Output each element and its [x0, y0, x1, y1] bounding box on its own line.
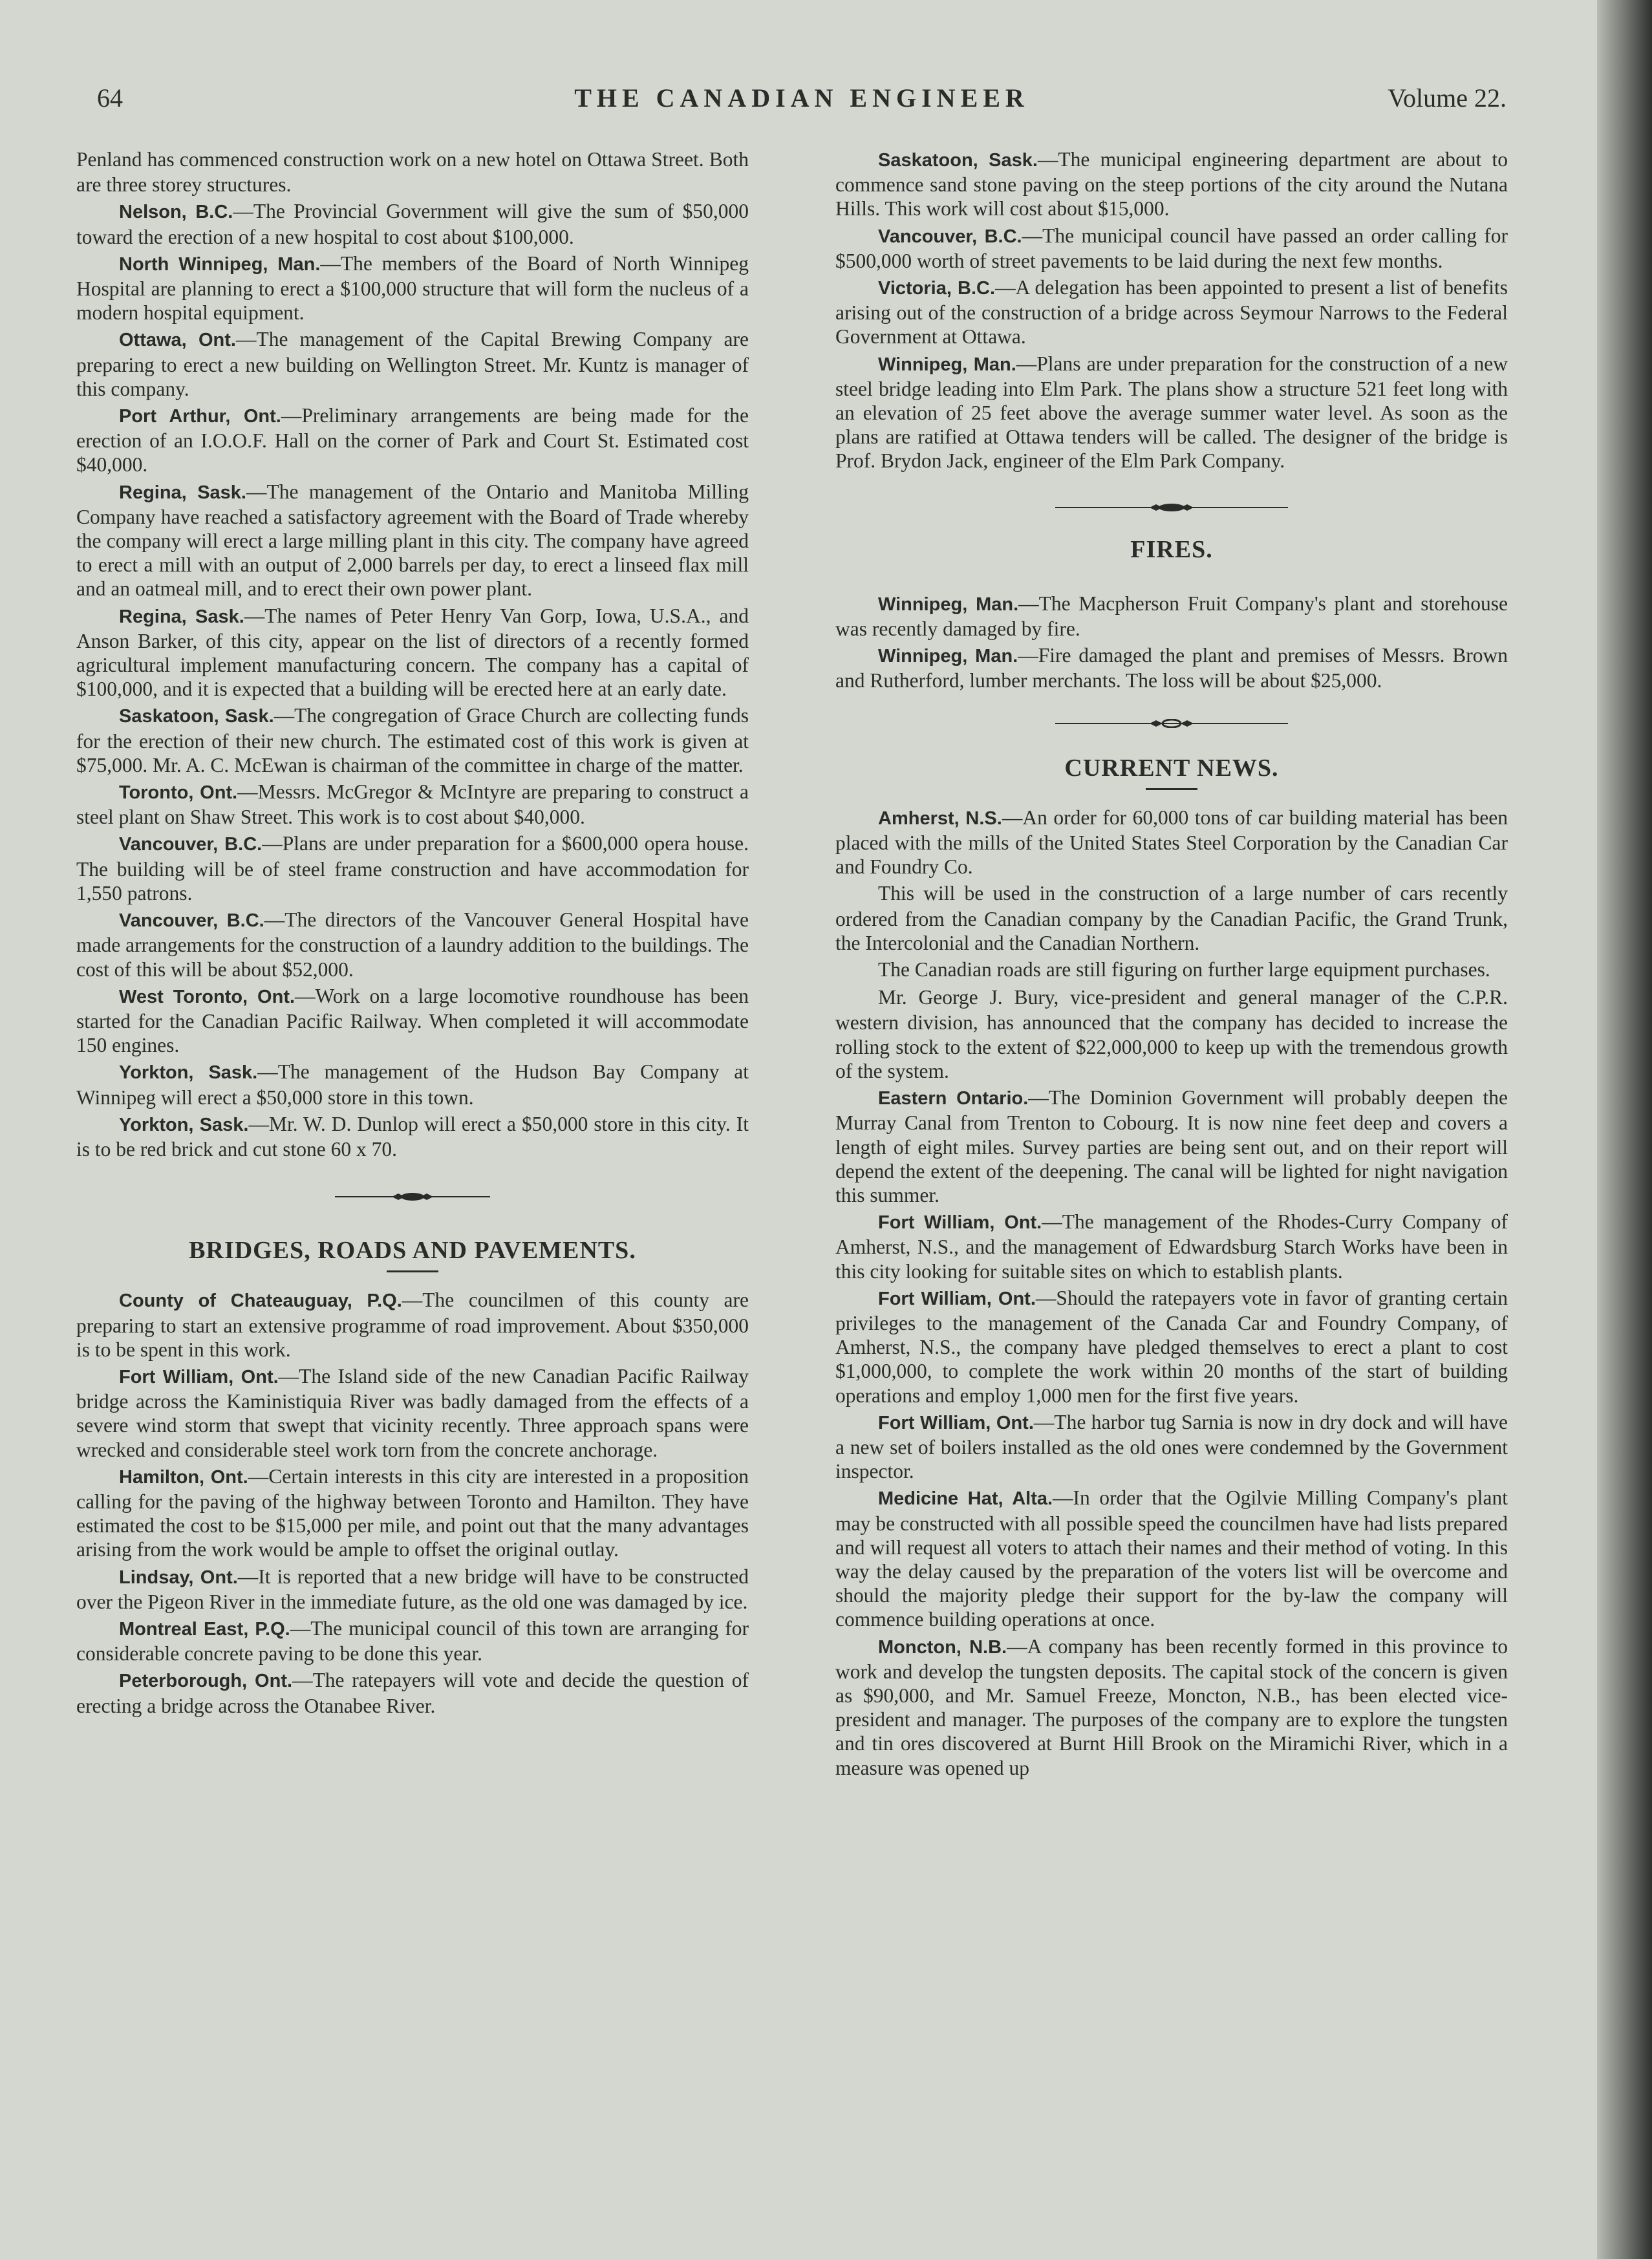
news-item: Mr. George J. Bury, vice-president and general manager of the C.P.R. western division, has announced that the company has decided to increase the rolling stock to the extent of $22,000,000 to keep up with the tremendous growth of the system.: [835, 986, 1508, 1082]
news-item: Fort William, Ont.—The management of the Rhodes-Curry Company of Amherst, N.S., and the management of Edwardsburg Starch Works have been in this city looking for suitable sites on which to establish plants.: [835, 1210, 1508, 1283]
ornament-divider: [1055, 719, 1288, 728]
news-item: Winnipeg, Man.—Plans are under preparation for the construction of a new steel bridge leading into Elm Park. The plans show a structure 521 feet long with an elevation of 25 feet above the average summer water level. As soon as the plans are ratified at Ottawa tenders will be called. The designer of the bridge is Prof. Brydon Jack, engineer of the Elm Park Company.: [835, 352, 1508, 473]
news-item: County of Chateauguay, P.Q.—The councilmen of this county are preparing to start an extensive programme of road improvement. About $350,000 is to be spent in this work.: [76, 1289, 749, 1361]
news-item: Lindsay, Ont.—It is reported that a new bridge will have to be constructed over the Pigeon River in the immediate future, as the old one was damaged by ice.: [76, 1565, 749, 1613]
news-item: Amherst, N.S.—An order for 60,000 tons of car building material has been placed with the mills of the United States Steel Corporation by the Canadian Car and Foundry Co.: [835, 806, 1508, 879]
news-item: Hamilton, Ont.—Certain interests in this city are interested in a proposition calling for the paving of the highway between Toronto and Hamilton. They have estimated the cost to be $15,000 per mile, and point out that the many advantages arising from the work would be ample to offset the original outlay.: [76, 1464, 749, 1561]
section-heading-bridges: BRIDGES, ROADS AND PAVEMENTS.: [189, 1237, 636, 1265]
news-item: Saskatoon, Sask.—The municipal engineering department are about to commence sand stone paving on the steep portions of the city around the Nutana Hills. This work will cost about $15,000.: [835, 148, 1508, 220]
ornament-divider: [1055, 503, 1288, 512]
news-item: Winnipeg, Man.—Fire damaged the plant and premises of Messrs. Brown and Rutherford, lumber merchants. The loss will be about $25,000.: [835, 644, 1508, 692]
news-item: Eastern Ontario.—The Dominion Government will probably deepen the Murray Canal from Trenton to Cobourg. It is now nine feet deep and covers a length of eight miles. Survey parties are being sent out, and on their report will depend the extent of the deepening. The canal will be lighted for night navigation this summer.: [835, 1086, 1508, 1206]
news-item: Penland has commenced construction work on a new hotel on Ottawa Street. Both are three storey structures.: [76, 148, 749, 197]
section-heading-fires: FIRES.: [1130, 535, 1213, 563]
news-item: This will be used in the construction of a large number of cars recently ordered from the Canadian company by the Canadian Pacific, the Grand Trunk, the Intercolonial and the Canadian Northern.: [835, 882, 1508, 954]
book-spine-shadow: [1597, 0, 1652, 2259]
news-item: Vancouver, B.C.—The directors of the Vancouver General Hospital have made arrangements for the construction of a laundry addition to the buildings. The cost of this will be about $52,000.: [76, 908, 749, 981]
news-item: Ottawa, Ont.—The management of the Capital Brewing Company are preparing to erect a new building on Wellington Street. Mr. Kuntz is manager of this company.: [76, 328, 749, 400]
news-item: Regina, Sask.—The names of Peter Henry Van Gorp, Iowa, U.S.A., and Anson Barker, of this city, appear on the list of directors of a recently formed agricultural implement manufacturing concern. The company has a capital of $100,000, and it is expected that a building will be erected here at an early date.: [76, 604, 749, 701]
news-item: Victoria, B.C.—A delegation has been appointed to present a list of benefits arising out of the construction of a bridge across Seymour Narrows to the Federal Government at Ottawa.: [835, 276, 1508, 348]
news-item: Regina, Sask.—The management of the Ontario and Manitoba Milling Company have reached a satisfactory agreement with the Board of Trade whereby the company will erect a large milling plant in this city. The company have agreed to erect a mill with an output of 2,000 barrels per day, to erect a linseed flax mill and an oatmeal mill, and to erect their own power plant.: [76, 480, 749, 601]
news-item: Vancouver, B.C.—The municipal council have passed an order calling for $500,000 worth of street pavements to be laid during the next few months.: [835, 224, 1508, 272]
ornament-divider: [335, 1192, 490, 1201]
news-item: Medicine Hat, Alta.—In order that the Ogilvie Milling Company's plant may be constructed with all possible speed the councilmen have had lists prepared and will request all voters to attach their names and their method of voting. In this way the delay caused by the preparation of the voters list will be overcome and should the majority pledge their support for the by-law the company will commence building operations at once.: [835, 1486, 1508, 1631]
right-column: [835, 147, 1508, 1783]
news-item: Saskatoon, Sask.—The congregation of Grace Church are collecting funds for the erection of their new church. The estimated cost of this work is given at $75,000. Mr. A. C. McEwan is chairman of the committee in charge of the matter.: [76, 704, 749, 776]
news-item: The Canadian roads are still figuring on further large equipment purchases.: [878, 958, 1490, 981]
heading-rule: [1146, 788, 1197, 790]
news-item: Port Arthur, Ont.—Preliminary arrangements are being made for the erection of an I.O.O.F. Hall on the corner of Park and Court St. Estimated cost $40,000.: [76, 404, 749, 476]
news-item: Moncton, N.B.—A company has been recently formed in this province to work and develop the tungsten deposits. The capital stock of the concern is given as $90,000, and Mr. Samuel Freeze, Moncton, N.B., has been elected vice-president and manager. The purposes of the company are to explore the tungsten and tin ores discovered at Burnt Hill Brook on the Miramichi River, which in a measure was opened up: [835, 1634, 1508, 1779]
news-item: Nelson, B.C.—The Provincial Government will give the sum of $50,000 toward the erection of a new hospital to cost about $100,000.: [76, 200, 749, 248]
news-item: Yorkton, Sask.—The management of the Hudson Bay Company at Winnipeg will erect a $50,000 store in this town.: [76, 1060, 749, 1109]
news-item: Fort William, Ont.—Should the ratepayers vote in favor of granting certain privileges to the management of the Canada Car and Foundry Company, of Amherst, N.S., the company have pledged themselves to erect a plant to cost $1,000,000, to complete the work within 20 months of the start of building operations and employ 1,000 men for the first five years.: [835, 1286, 1508, 1407]
news-item: Vancouver, B.C.—Plans are under preparation for a $600,000 opera house. The building will be of steel frame construction and have accommodation for 1,550 patrons.: [76, 832, 749, 905]
heading-rule: [387, 1270, 438, 1272]
section-heading-current-news: CURRENT NEWS.: [1064, 754, 1279, 782]
news-item: Fort William, Ont.—The harbor tug Sarnia is now in dry dock and will have a new set of boilers installed as the old ones were condemned by the Government inspector.: [835, 1410, 1508, 1483]
news-item: West Toronto, Ont.—Work on a large locomotive roundhouse has been started for the Canadian Pacific Railway. When completed it will accommodate 150 engines.: [76, 984, 749, 1057]
left-column: [76, 147, 749, 1720]
news-item: Toronto, Ont.—Messrs. McGregor & McIntyre are preparing to construct a steel plant on Shaw Street. This work is to cost about $40,000.: [76, 780, 749, 829]
page-number: 64: [97, 83, 123, 112]
news-item: Peterborough, Ont.—The ratepayers will vote and decide the question of erecting a bridge across the Otanabee River.: [76, 1669, 749, 1717]
news-item: Yorkton, Sask.—Mr. W. D. Dunlop will erect a $50,000 store in this city. It is to be red brick and cut stone 60 x 70.: [76, 1112, 749, 1161]
news-item: Fort William, Ont.—The Island side of the new Canadian Pacific Railway bridge across the Kaministiquia River was badly damaged from the effects of a severe wind storm that swept that vicinity recently. Three approach spans were wrecked and considerable steel work torn from the concrete anchorage.: [76, 1364, 749, 1461]
running-header: [97, 83, 1507, 122]
volume-label: Volume 22.: [1388, 83, 1507, 112]
journal-title: THE CANADIAN ENGINEER: [574, 83, 1029, 112]
news-item: North Winnipeg, Man.—The members of the Board of North Winnipeg Hospital are planning to erect a $100,000 structure that will form the nucleus of a modern hospital equipment.: [76, 252, 749, 325]
news-item: Winnipeg, Man.—The Macpherson Fruit Company's plant and storehouse was recently damaged by fire.: [835, 592, 1508, 641]
news-item: Montreal East, P.Q.—The municipal council of this town are arranging for considerable concrete paving to be done this year.: [76, 1616, 749, 1665]
